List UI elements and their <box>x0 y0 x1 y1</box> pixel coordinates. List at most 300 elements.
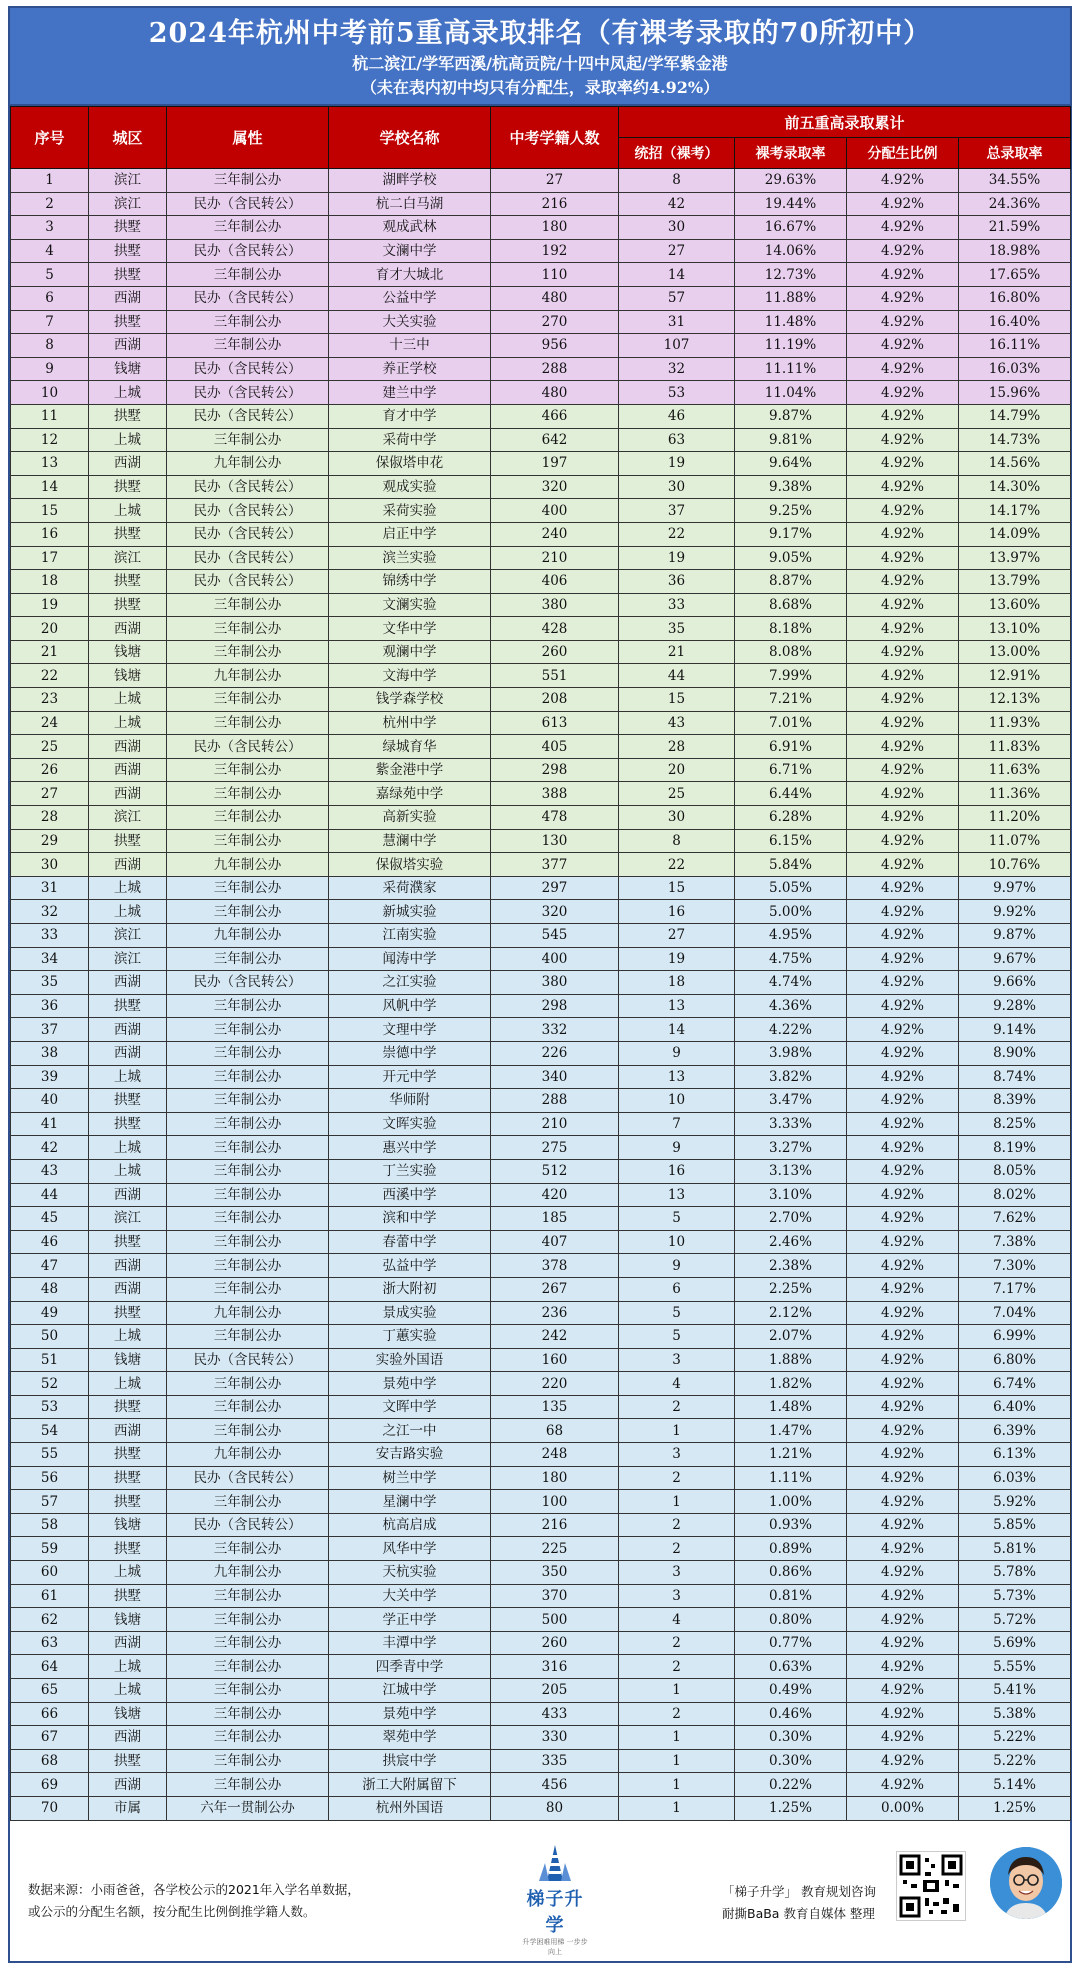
cell-quota-ratio: 4.92% <box>847 1655 959 1679</box>
cell-exam-admits: 57 <box>619 286 735 310</box>
cell-students: 400 <box>491 499 619 523</box>
cell-exam-rate: 1.25% <box>735 1796 847 1820</box>
cell-rank: 38 <box>11 1041 89 1065</box>
cell-rank: 55 <box>11 1443 89 1467</box>
col-header-type: 属性 <box>167 107 329 169</box>
cell-quota-ratio: 4.92% <box>847 169 959 193</box>
cell-type: 三年制公办 <box>167 1254 329 1278</box>
cell-total-rate: 5.73% <box>959 1584 1071 1608</box>
cell-exam-rate: 11.48% <box>735 310 847 334</box>
cell-rank: 58 <box>11 1513 89 1537</box>
table-row <box>11 1183 1071 1207</box>
cell-exam-rate: 9.05% <box>735 546 847 570</box>
cell-exam-admits: 14 <box>619 263 735 287</box>
cell-exam-rate: 3.47% <box>735 1089 847 1113</box>
cell-school: 文华中学 <box>329 617 491 641</box>
cell-school: 钱学森学校 <box>329 688 491 712</box>
table-row <box>11 1749 1071 1773</box>
cell-quota-ratio: 4.92% <box>847 1395 959 1419</box>
cell-district: 西湖 <box>89 617 167 641</box>
cell-district: 西湖 <box>89 1254 167 1278</box>
cell-quota-ratio: 4.92% <box>847 640 959 664</box>
cell-quota-ratio: 4.92% <box>847 1230 959 1254</box>
cell-quota-ratio: 4.92% <box>847 806 959 830</box>
table-row <box>11 1136 1071 1160</box>
cell-students: 267 <box>491 1277 619 1301</box>
cell-students: 406 <box>491 570 619 594</box>
source-line-1: 数据来源：小雨爸爸，各学校公示的2021年入学名单数据， <box>28 1881 360 1897</box>
ranking-table <box>10 106 1071 1821</box>
table-row <box>11 758 1071 782</box>
cell-total-rate: 14.73% <box>959 428 1071 452</box>
cell-students: 545 <box>491 924 619 948</box>
cell-exam-rate: 3.33% <box>735 1112 847 1136</box>
cell-quota-ratio: 4.92% <box>847 1702 959 1726</box>
cell-district: 滨江 <box>89 192 167 216</box>
cell-total-rate: 9.97% <box>959 876 1071 900</box>
cell-school: 绿城育华 <box>329 735 491 759</box>
cell-type: 九年制公办 <box>167 452 329 476</box>
cell-students: 380 <box>491 971 619 995</box>
cell-school: 拱宸中学 <box>329 1749 491 1773</box>
cell-rank: 41 <box>11 1112 89 1136</box>
cell-exam-rate: 7.99% <box>735 664 847 688</box>
cell-type: 民办（含民转公） <box>167 239 329 263</box>
cell-school: 观成实验 <box>329 475 491 499</box>
cell-quota-ratio: 4.92% <box>847 617 959 641</box>
cell-exam-admits: 19 <box>619 947 735 971</box>
cell-quota-ratio: 4.92% <box>847 994 959 1018</box>
cell-type: 九年制公办 <box>167 1301 329 1325</box>
cell-quota-ratio: 4.92% <box>847 688 959 712</box>
cell-exam-admits: 33 <box>619 593 735 617</box>
cell-exam-rate: 1.11% <box>735 1466 847 1490</box>
cell-exam-admits: 15 <box>619 876 735 900</box>
cell-quota-ratio: 4.92% <box>847 570 959 594</box>
cell-quota-ratio: 4.92% <box>847 1773 959 1797</box>
table-row <box>11 971 1071 995</box>
cell-quota-ratio: 4.92% <box>847 829 959 853</box>
cell-school: 惠兴中学 <box>329 1136 491 1160</box>
cell-exam-admits: 3 <box>619 1348 735 1372</box>
cell-district: 滨江 <box>89 947 167 971</box>
cell-type: 三年制公办 <box>167 593 329 617</box>
cell-exam-rate: 1.00% <box>735 1490 847 1514</box>
cell-quota-ratio: 4.92% <box>847 1608 959 1632</box>
cell-total-rate: 16.03% <box>959 357 1071 381</box>
cell-students: 332 <box>491 1018 619 1042</box>
cell-type: 三年制公办 <box>167 310 329 334</box>
cell-total-rate: 8.39% <box>959 1089 1071 1113</box>
cell-rank: 32 <box>11 900 89 924</box>
cell-type: 三年制公办 <box>167 900 329 924</box>
cell-school: 高新实验 <box>329 806 491 830</box>
cell-district: 拱墅 <box>89 1301 167 1325</box>
cell-type: 三年制公办 <box>167 947 329 971</box>
cell-school: 翠苑中学 <box>329 1726 491 1750</box>
cell-total-rate: 8.19% <box>959 1136 1071 1160</box>
cell-total-rate: 7.30% <box>959 1254 1071 1278</box>
cell-total-rate: 5.85% <box>959 1513 1071 1537</box>
cell-total-rate: 14.56% <box>959 452 1071 476</box>
cell-rank: 57 <box>11 1490 89 1514</box>
cell-quota-ratio: 4.92% <box>847 1277 959 1301</box>
cell-district: 西湖 <box>89 1773 167 1797</box>
cell-district: 上城 <box>89 1136 167 1160</box>
cell-total-rate: 14.17% <box>959 499 1071 523</box>
cell-students: 130 <box>491 829 619 853</box>
cell-district: 拱墅 <box>89 570 167 594</box>
cell-quota-ratio: 4.92% <box>847 1584 959 1608</box>
cell-rank: 53 <box>11 1395 89 1419</box>
cell-school: 新城实验 <box>329 900 491 924</box>
cell-type: 民办（含民转公） <box>167 570 329 594</box>
table-row <box>11 1655 1071 1679</box>
cell-district: 拱墅 <box>89 829 167 853</box>
cell-school: 景苑中学 <box>329 1372 491 1396</box>
cell-students: 288 <box>491 357 619 381</box>
cell-type: 三年制公办 <box>167 829 329 853</box>
cell-quota-ratio: 4.92% <box>847 593 959 617</box>
cell-rank: 9 <box>11 357 89 381</box>
table-row <box>11 428 1071 452</box>
cell-exam-rate: 6.91% <box>735 735 847 759</box>
brand-line-2: 耐撕BaBa 教育自媒体 整理 <box>722 1905 875 1921</box>
cell-school: 天杭实验 <box>329 1561 491 1585</box>
cell-district: 上城 <box>89 1655 167 1679</box>
col-header-district: 城区 <box>89 107 167 169</box>
table-row <box>11 1230 1071 1254</box>
cell-exam-rate: 4.74% <box>735 971 847 995</box>
cell-quota-ratio: 0.00% <box>847 1796 959 1820</box>
cell-exam-rate: 2.38% <box>735 1254 847 1278</box>
cell-school: 养正学校 <box>329 357 491 381</box>
cell-total-rate: 11.20% <box>959 806 1071 830</box>
cell-exam-admits: 25 <box>619 782 735 806</box>
cell-type: 民办（含民转公） <box>167 1466 329 1490</box>
cell-students: 208 <box>491 688 619 712</box>
cell-rank: 2 <box>11 192 89 216</box>
cell-district: 拱墅 <box>89 404 167 428</box>
cell-rank: 46 <box>11 1230 89 1254</box>
cell-total-rate: 6.80% <box>959 1348 1071 1372</box>
cell-total-rate: 8.25% <box>959 1112 1071 1136</box>
cell-school: 滨兰实验 <box>329 546 491 570</box>
cell-district: 上城 <box>89 1679 167 1703</box>
cell-quota-ratio: 4.92% <box>847 782 959 806</box>
cell-exam-admits: 37 <box>619 499 735 523</box>
cell-school: 树兰中学 <box>329 1466 491 1490</box>
cell-school: 丰潭中学 <box>329 1631 491 1655</box>
cell-exam-rate: 11.19% <box>735 334 847 358</box>
cell-students: 500 <box>491 1608 619 1632</box>
table-row <box>11 546 1071 570</box>
cell-district: 拱墅 <box>89 1466 167 1490</box>
cell-type: 三年制公办 <box>167 1749 329 1773</box>
cell-exam-admits: 1 <box>619 1796 735 1820</box>
cell-students: 428 <box>491 617 619 641</box>
cell-students: 370 <box>491 1584 619 1608</box>
table-row <box>11 617 1071 641</box>
cell-exam-rate: 9.87% <box>735 404 847 428</box>
cell-school: 文澜中学 <box>329 239 491 263</box>
cell-rank: 51 <box>11 1348 89 1372</box>
page-subtitle: 杭二滨江/学军西溪/杭高贡院/十四中凤起/学军紫金港 <box>352 54 728 73</box>
cell-exam-admits: 53 <box>619 381 735 405</box>
cell-school: 保俶塔申花 <box>329 452 491 476</box>
cell-type: 三年制公办 <box>167 1395 329 1419</box>
cell-students: 330 <box>491 1726 619 1750</box>
cell-exam-admits: 30 <box>619 806 735 830</box>
cell-students: 210 <box>491 546 619 570</box>
table-row <box>11 310 1071 334</box>
cell-exam-rate: 0.77% <box>735 1631 847 1655</box>
cell-type: 三年制公办 <box>167 1726 329 1750</box>
cell-students: 236 <box>491 1301 619 1325</box>
table-row <box>11 570 1071 594</box>
cell-school: 浙工大附属留下 <box>329 1773 491 1797</box>
cell-rank: 10 <box>11 381 89 405</box>
cell-type: 民办（含民转公） <box>167 1513 329 1537</box>
cell-district: 上城 <box>89 499 167 523</box>
cell-students: 68 <box>491 1419 619 1443</box>
cell-school: 开元中学 <box>329 1065 491 1089</box>
cell-exam-rate: 1.82% <box>735 1372 847 1396</box>
cell-school: 十三中 <box>329 334 491 358</box>
cell-rank: 22 <box>11 664 89 688</box>
cell-district: 拱墅 <box>89 593 167 617</box>
cell-total-rate: 9.87% <box>959 924 1071 948</box>
cell-total-rate: 9.14% <box>959 1018 1071 1042</box>
cell-students: 225 <box>491 1537 619 1561</box>
table-row <box>11 1796 1071 1820</box>
cell-students: 298 <box>491 758 619 782</box>
cell-exam-rate: 2.07% <box>735 1325 847 1349</box>
cell-exam-rate: 0.93% <box>735 1513 847 1537</box>
cell-quota-ratio: 4.92% <box>847 1136 959 1160</box>
cell-district: 西湖 <box>89 1631 167 1655</box>
cell-exam-rate: 2.25% <box>735 1277 847 1301</box>
cell-students: 320 <box>491 475 619 499</box>
cell-quota-ratio: 4.92% <box>847 1561 959 1585</box>
cell-rank: 37 <box>11 1018 89 1042</box>
cell-rank: 20 <box>11 617 89 641</box>
cell-total-rate: 5.22% <box>959 1749 1071 1773</box>
table-row <box>11 1726 1071 1750</box>
cell-exam-rate: 4.75% <box>735 947 847 971</box>
cell-rank: 8 <box>11 334 89 358</box>
cell-quota-ratio: 4.92% <box>847 192 959 216</box>
cell-exam-rate: 5.05% <box>735 876 847 900</box>
cell-exam-admits: 3 <box>619 1443 735 1467</box>
cell-exam-admits: 8 <box>619 829 735 853</box>
col-header-school: 学校名称 <box>329 107 491 169</box>
table-row <box>11 263 1071 287</box>
cell-rank: 39 <box>11 1065 89 1089</box>
cell-district: 滨江 <box>89 169 167 193</box>
cell-exam-rate: 8.18% <box>735 617 847 641</box>
cell-type: 三年制公办 <box>167 1183 329 1207</box>
cell-district: 钱塘 <box>89 1348 167 1372</box>
cell-type: 三年制公办 <box>167 1773 329 1797</box>
cell-students: 288 <box>491 1089 619 1113</box>
cell-district: 钱塘 <box>89 664 167 688</box>
page-title: 2024年杭州中考前5重高录取排名（有裸考录取的70所初中） <box>148 18 932 49</box>
cell-exam-rate: 16.67% <box>735 216 847 240</box>
cell-district: 滨江 <box>89 924 167 948</box>
cell-rank: 50 <box>11 1325 89 1349</box>
cell-quota-ratio: 4.92% <box>847 404 959 428</box>
cell-exam-rate: 1.88% <box>735 1348 847 1372</box>
cell-district: 西湖 <box>89 1183 167 1207</box>
cell-type: 三年制公办 <box>167 1089 329 1113</box>
cell-total-rate: 10.76% <box>959 853 1071 877</box>
cell-district: 钱塘 <box>89 640 167 664</box>
cell-rank: 28 <box>11 806 89 830</box>
cell-school: 嘉绿苑中学 <box>329 782 491 806</box>
cell-exam-admits: 2 <box>619 1513 735 1537</box>
cell-total-rate: 16.40% <box>959 310 1071 334</box>
cell-exam-rate: 1.48% <box>735 1395 847 1419</box>
table-row <box>11 806 1071 830</box>
cell-rank: 34 <box>11 947 89 971</box>
cell-type: 三年制公办 <box>167 334 329 358</box>
col-header-total-rate: 总录取率 <box>959 138 1071 169</box>
cell-type: 三年制公办 <box>167 216 329 240</box>
cell-type: 三年制公办 <box>167 782 329 806</box>
cell-rank: 48 <box>11 1277 89 1301</box>
cell-school: 西溪中学 <box>329 1183 491 1207</box>
table-row <box>11 688 1071 712</box>
cell-district: 西湖 <box>89 735 167 759</box>
cell-rank: 11 <box>11 404 89 428</box>
cell-total-rate: 6.40% <box>959 1395 1071 1419</box>
cell-school: 景成实验 <box>329 1301 491 1325</box>
cell-rank: 33 <box>11 924 89 948</box>
cell-total-rate: 11.83% <box>959 735 1071 759</box>
cell-quota-ratio: 4.92% <box>847 239 959 263</box>
cell-exam-admits: 2 <box>619 1537 735 1561</box>
cell-district: 拱墅 <box>89 1230 167 1254</box>
cell-quota-ratio: 4.92% <box>847 310 959 334</box>
table-row <box>11 1041 1071 1065</box>
cell-quota-ratio: 4.92% <box>847 758 959 782</box>
cell-district: 西湖 <box>89 971 167 995</box>
cell-school: 大关中学 <box>329 1584 491 1608</box>
cell-district: 钱塘 <box>89 1702 167 1726</box>
cell-school: 保俶塔实验 <box>329 853 491 877</box>
cell-students: 185 <box>491 1207 619 1231</box>
cell-exam-rate: 0.86% <box>735 1561 847 1585</box>
cell-school: 景苑中学 <box>329 1702 491 1726</box>
cell-total-rate: 13.10% <box>959 617 1071 641</box>
cell-type: 三年制公办 <box>167 758 329 782</box>
cell-quota-ratio: 4.92% <box>847 263 959 287</box>
cell-rank: 59 <box>11 1537 89 1561</box>
cell-exam-rate: 9.25% <box>735 499 847 523</box>
cell-exam-admits: 27 <box>619 924 735 948</box>
cell-students: 100 <box>491 1490 619 1514</box>
ladder-tower-icon <box>533 1841 577 1885</box>
cell-exam-rate: 6.15% <box>735 829 847 853</box>
cell-exam-admits: 5 <box>619 1301 735 1325</box>
cell-total-rate: 5.72% <box>959 1608 1071 1632</box>
cell-quota-ratio: 4.92% <box>847 522 959 546</box>
cell-exam-admits: 2 <box>619 1395 735 1419</box>
cell-exam-rate: 1.21% <box>735 1443 847 1467</box>
cell-type: 三年制公办 <box>167 1584 329 1608</box>
cell-total-rate: 5.81% <box>959 1537 1071 1561</box>
cell-quota-ratio: 4.92% <box>847 947 959 971</box>
cell-quota-ratio: 4.92% <box>847 971 959 995</box>
cell-students: 210 <box>491 1112 619 1136</box>
cell-students: 405 <box>491 735 619 759</box>
cell-school: 杭二白马湖 <box>329 192 491 216</box>
cell-total-rate: 11.36% <box>959 782 1071 806</box>
cell-type: 民办（含民转公） <box>167 381 329 405</box>
table-row <box>11 1089 1071 1113</box>
cell-type: 三年制公办 <box>167 1608 329 1632</box>
cell-exam-admits: 43 <box>619 711 735 735</box>
cell-students: 297 <box>491 876 619 900</box>
cell-exam-admits: 2 <box>619 1466 735 1490</box>
cell-rank: 47 <box>11 1254 89 1278</box>
cell-type: 三年制公办 <box>167 1112 329 1136</box>
cell-exam-admits: 107 <box>619 334 735 358</box>
cell-school: 丁蕙实验 <box>329 1325 491 1349</box>
cell-rank: 16 <box>11 522 89 546</box>
cell-total-rate: 13.00% <box>959 640 1071 664</box>
cell-school: 之江一中 <box>329 1419 491 1443</box>
qr-code-icon[interactable] <box>896 1851 966 1921</box>
cell-exam-admits: 13 <box>619 1065 735 1089</box>
cell-type: 三年制公办 <box>167 1372 329 1396</box>
cell-exam-rate: 0.46% <box>735 1702 847 1726</box>
cell-school: 江南实验 <box>329 924 491 948</box>
cell-students: 248 <box>491 1443 619 1467</box>
cell-rank: 61 <box>11 1584 89 1608</box>
cell-exam-rate: 0.81% <box>735 1584 847 1608</box>
cell-school: 文澜实验 <box>329 593 491 617</box>
cell-school: 四季青中学 <box>329 1655 491 1679</box>
cell-type: 三年制公办 <box>167 1679 329 1703</box>
cell-school: 浙大附初 <box>329 1277 491 1301</box>
cell-district: 拱墅 <box>89 1112 167 1136</box>
table-row <box>11 1702 1071 1726</box>
cell-exam-admits: 21 <box>619 640 735 664</box>
cell-rank: 63 <box>11 1631 89 1655</box>
cell-type: 民办（含民转公） <box>167 735 329 759</box>
cell-exam-rate: 0.80% <box>735 1608 847 1632</box>
cell-type: 三年制公办 <box>167 711 329 735</box>
cell-quota-ratio: 4.92% <box>847 428 959 452</box>
cell-rank: 7 <box>11 310 89 334</box>
cell-students: 456 <box>491 1773 619 1797</box>
cell-total-rate: 1.25% <box>959 1796 1071 1820</box>
cell-students: 197 <box>491 452 619 476</box>
table-row <box>11 1561 1071 1585</box>
cell-quota-ratio: 4.92% <box>847 1466 959 1490</box>
cell-exam-admits: 16 <box>619 900 735 924</box>
cell-exam-admits: 4 <box>619 1608 735 1632</box>
cell-type: 三年制公办 <box>167 1041 329 1065</box>
cell-district: 上城 <box>89 1325 167 1349</box>
cell-total-rate: 8.02% <box>959 1183 1071 1207</box>
table-row <box>11 924 1071 948</box>
cell-quota-ratio: 4.92% <box>847 216 959 240</box>
cell-exam-admits: 36 <box>619 570 735 594</box>
table-row <box>11 1419 1071 1443</box>
